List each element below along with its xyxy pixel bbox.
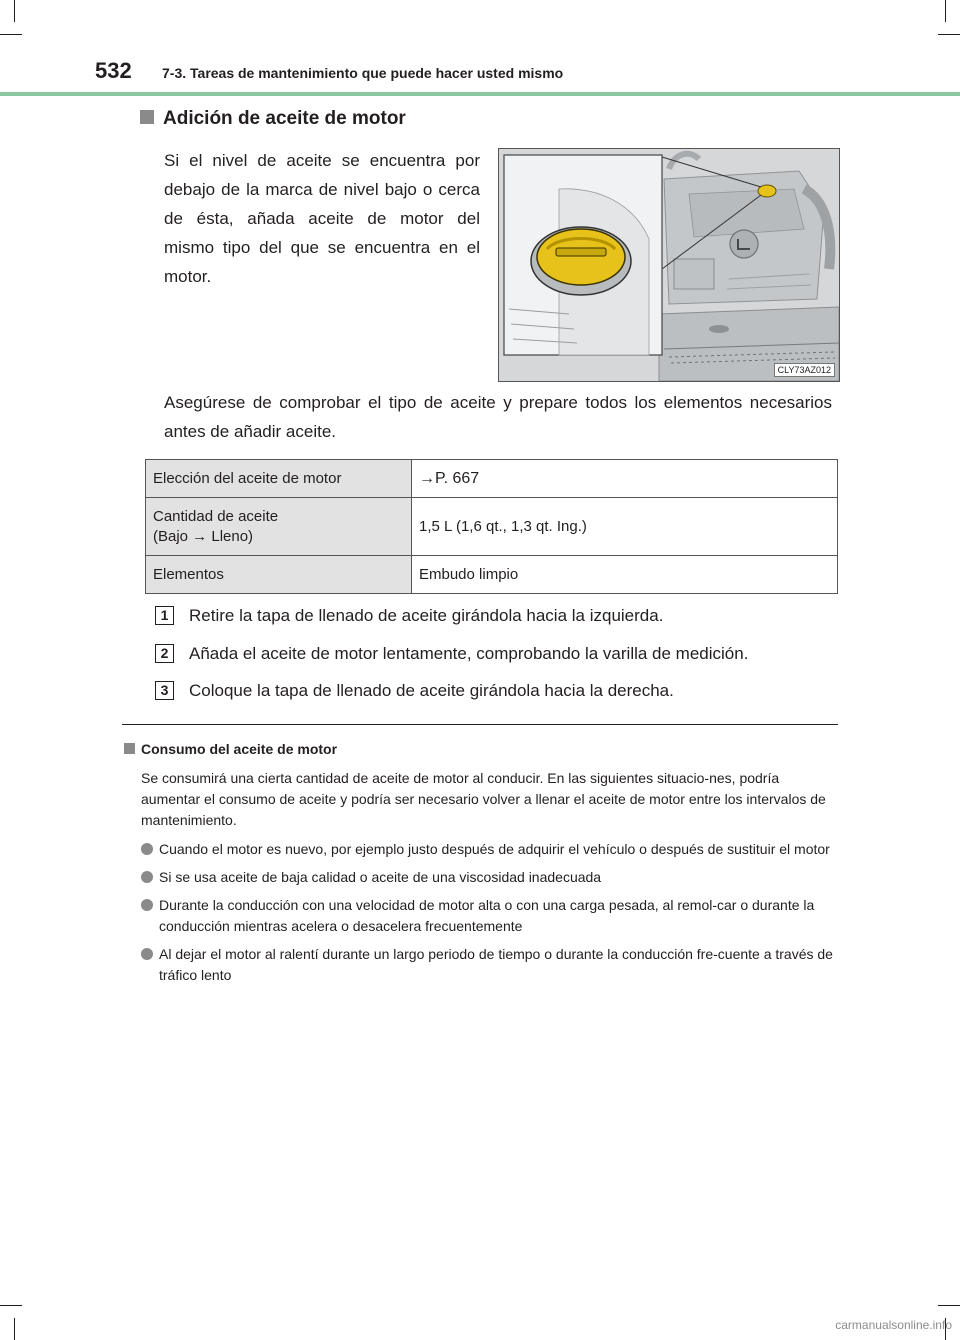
square-bullet-icon <box>124 743 135 754</box>
round-bullet-icon <box>141 948 153 960</box>
round-bullet-icon <box>141 871 153 883</box>
crop-mark <box>938 34 960 35</box>
intro-paragraph: Si el nivel de aceite se encuentra por debajo de la marca de nivel bajo o cerca de ésta, añada aceite de motor del mismo tipo del que se encuentra en el motor. <box>164 151 480 286</box>
round-bullet-icon <box>141 843 153 855</box>
step-text: Añada el aceite de motor lentamente, comprobando la varilla de medición. <box>189 644 749 663</box>
page-number: 532 <box>95 58 132 83</box>
table-label: Cantidad de aceite (Bajo → Lleno) <box>146 498 412 556</box>
watermark-link[interactable]: carmanualsonline.info <box>835 1318 952 1332</box>
emblem-icon <box>730 230 758 258</box>
list-item <box>141 895 838 937</box>
table-value: Embudo limpio <box>412 556 838 594</box>
crop-mark <box>0 1305 22 1306</box>
table-label: Elección del aceite de motor <box>146 460 412 498</box>
step-number: 3 <box>155 681 174 700</box>
consumption-list <box>141 839 838 993</box>
section-heading <box>140 108 406 130</box>
square-bullet-icon <box>140 110 154 124</box>
section-heading-text: Adición de aceite de motor <box>163 108 406 129</box>
crop-mark <box>14 0 15 22</box>
list-item <box>141 944 838 986</box>
step-number: 2 <box>155 644 174 663</box>
list-item-text: Si se usa aceite de baja calidad o aceite de una viscosidad inadecuada <box>159 869 602 885</box>
crop-mark <box>0 34 22 35</box>
crop-mark <box>938 1305 960 1306</box>
list-item-text: Al dejar el motor al ralentí durante un largo periodo de tiempo o durante la conducción fre-cuente a través de tráfico lento <box>159 946 833 983</box>
engine-oil-cap-figure <box>498 148 840 382</box>
table-value: 1,5 L (1,6 qt., 1,3 qt. Ing.) <box>412 498 838 556</box>
step-number: 1 <box>155 606 174 625</box>
list-item <box>141 867 838 888</box>
figure-code: CLY73AZ012 <box>774 363 835 377</box>
table-value: →P. 667 <box>412 460 838 498</box>
oil-spec-table <box>145 459 838 594</box>
list-item <box>141 839 838 860</box>
step-item <box>155 681 674 701</box>
preparation-note: Asegúrese de comprobar el tipo de aceite y prepare todos los elementos necesarios antes de añadir aceite. <box>164 393 832 441</box>
crop-mark <box>945 0 946 22</box>
consumption-heading-text: Consumo del aceite de motor <box>141 741 338 757</box>
round-bullet-icon <box>141 899 153 911</box>
consumption-heading <box>124 741 337 757</box>
table-row <box>146 460 838 498</box>
chapter-title: 7-3. Tareas de mantenimiento que puede hacer usted mismo <box>162 65 564 81</box>
crop-mark <box>14 1318 15 1340</box>
table-row <box>146 498 838 556</box>
step-item <box>155 644 748 664</box>
consumption-intro: Se consumirá una cierta cantidad de aceite de motor al conducir. En las siguientes situacio-nes, podría aumentar el consumo de aceite y podría ser necesario volver a llenar el aceite de motor entre los intervalos de mantenimiento. <box>141 770 826 828</box>
step-text: Coloque la tapa de llenado de aceite girándola hacia la derecha. <box>189 681 674 700</box>
step-item <box>155 606 663 626</box>
header-rule <box>0 92 960 96</box>
table-row <box>146 556 838 594</box>
list-item-text: Cuando el motor es nuevo, por ejemplo justo después de adquirir el vehículo o después de sustituir el motor <box>159 841 830 857</box>
step-text: Retire la tapa de llenado de aceite girándola hacia la izquierda. <box>189 606 664 625</box>
table-label: Elementos <box>146 556 412 594</box>
section-divider <box>122 724 838 725</box>
engine-bay-illustration <box>499 149 839 381</box>
list-item-text: Durante la conducción con una velocidad de motor alta o con una carga pesada, al remol-car o durante la conducción mientras acelera o desacelera frecuentemente <box>159 897 815 934</box>
